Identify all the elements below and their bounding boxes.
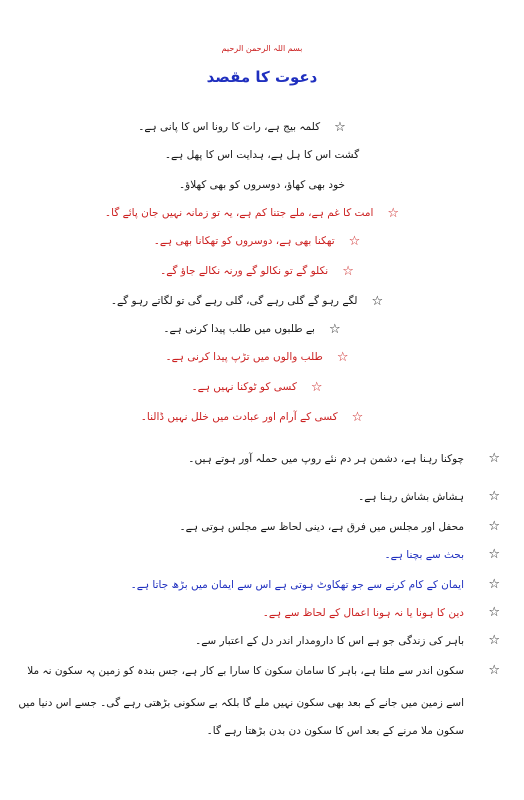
saying-line — [0, 380, 524, 395]
star-icon: ☆ — [328, 322, 341, 337]
saying-line — [0, 178, 524, 192]
saying-text: خود بھی کھاؤ، دوسروں کو بھی کھلاؤ۔ — [178, 179, 345, 191]
saying-text: امت کا غم ہے، ملے جتنا کم ہے، یہ تو زمانہ نہیں جان پائے گا۔ — [104, 207, 374, 219]
star-icon: ☆ — [387, 206, 400, 221]
list-item — [34, 451, 500, 466]
star-icon: ☆ — [310, 380, 323, 395]
star-icon: ☆ — [488, 605, 500, 620]
list-item — [34, 633, 500, 648]
list-item — [34, 577, 500, 592]
list-item-text: سکون اندر سے ملتا ہے، باہر کا سامان سکون کا سارا بے کار ہے، جس بندہ کو زمین پہ سکون نہ ملا — [27, 665, 464, 677]
list-item-text: دین کا ہونا یا نہ ہونا اعمال کے لحاظ سے ہے۔ — [262, 607, 464, 619]
star-icon: ☆ — [488, 547, 500, 562]
list-item-text: محفل اور مجلس میں فرق ہے، دینی لحاظ سے مجلس ہوتی ہے۔ — [179, 521, 464, 533]
star-icon: ☆ — [336, 350, 349, 365]
saying-line — [0, 350, 524, 365]
saying-text: کسی کے آرام اور عبادت میں خلل نہیں ڈالنا۔ — [140, 411, 338, 423]
saying-line — [0, 264, 524, 279]
saying-text: طلب والوں میں تڑپ پیدا کرنی ہے۔ — [165, 351, 323, 363]
saying-text: کلمہ بیج ہے، رات کا رونا اس کا پانی ہے۔ — [138, 121, 321, 133]
star-icon: ☆ — [488, 451, 500, 466]
saying-text: گشت اس کا ہل ہے، ہدایت اس کا پھل ہے۔ — [164, 149, 360, 161]
list-item — [34, 605, 500, 620]
saying-text: لگے رہو گے گلی رہے گی، گلی رہے گی تو لگاتے رہو گے۔ — [110, 295, 358, 307]
list-item — [34, 547, 500, 562]
star-icon: ☆ — [488, 633, 500, 648]
star-icon: ☆ — [488, 489, 500, 504]
star-icon: ☆ — [342, 264, 354, 279]
star-icon: ☆ — [488, 577, 500, 592]
list-item-text: باہر کی زندگی جو ہے اس کا دارومدار اندر دل کے اعتبار سے۔ — [195, 635, 464, 647]
saying-text: تھکنا بھی ہے، دوسروں کو تھکانا بھی ہے۔ — [153, 235, 335, 247]
page-title: دعوت کا مقصد — [206, 68, 318, 86]
star-icon: ☆ — [488, 663, 500, 678]
list-item-text: ہشاش بشاش رہنا ہے۔ — [358, 491, 464, 503]
star-icon: ☆ — [488, 519, 500, 534]
saying-line — [0, 410, 524, 425]
saying-line — [0, 234, 524, 249]
star-icon: ☆ — [371, 294, 384, 309]
saying-text: بے طلبوں میں طلب پیدا کرنی ہے۔ — [163, 323, 315, 335]
saying-text: نکلو گے تو نکالو گے ورنہ نکالے جاؤ گے۔ — [160, 265, 329, 277]
star-icon: ☆ — [348, 234, 361, 249]
saying-line — [0, 148, 524, 162]
star-icon: ☆ — [351, 410, 364, 425]
continuation-line: اسے زمین میں جانے کے بعد بھی سکون نہیں ملے گا بلکہ بے سکونی بڑھتی رہے گی۔ جسے اس دنیا میں — [18, 697, 464, 709]
list-item-text: ایمان کے کام کرنے سے جو تھکاوٹ ہوتی ہے اس سے ایمان میں بڑھ جاتا ہے۔ — [130, 579, 464, 591]
saying-line — [0, 206, 524, 221]
list-item-text: چوکنا رہنا ہے، دشمن ہر دم نئے روپ میں حملہ آور ہوتے ہیں۔ — [188, 453, 464, 465]
list-item — [34, 519, 500, 534]
star-icon: ☆ — [334, 120, 346, 135]
bismillah-heading: بسم اللہ الرحمن الرحیم — [221, 44, 303, 53]
saying-line — [0, 322, 524, 337]
list-item — [34, 489, 500, 504]
list-item — [27, 663, 500, 678]
saying-line — [0, 120, 524, 135]
saying-line — [0, 294, 524, 309]
saying-text: کسی کو ٹوکنا نہیں ہے۔ — [191, 381, 297, 393]
continuation-line: سکون ملا مرنے کے بعد اس کا سکون دن بدن بڑھتا رہے گا۔ — [206, 725, 464, 737]
list-item-text: بحث سے بچنا ہے۔ — [384, 549, 464, 561]
